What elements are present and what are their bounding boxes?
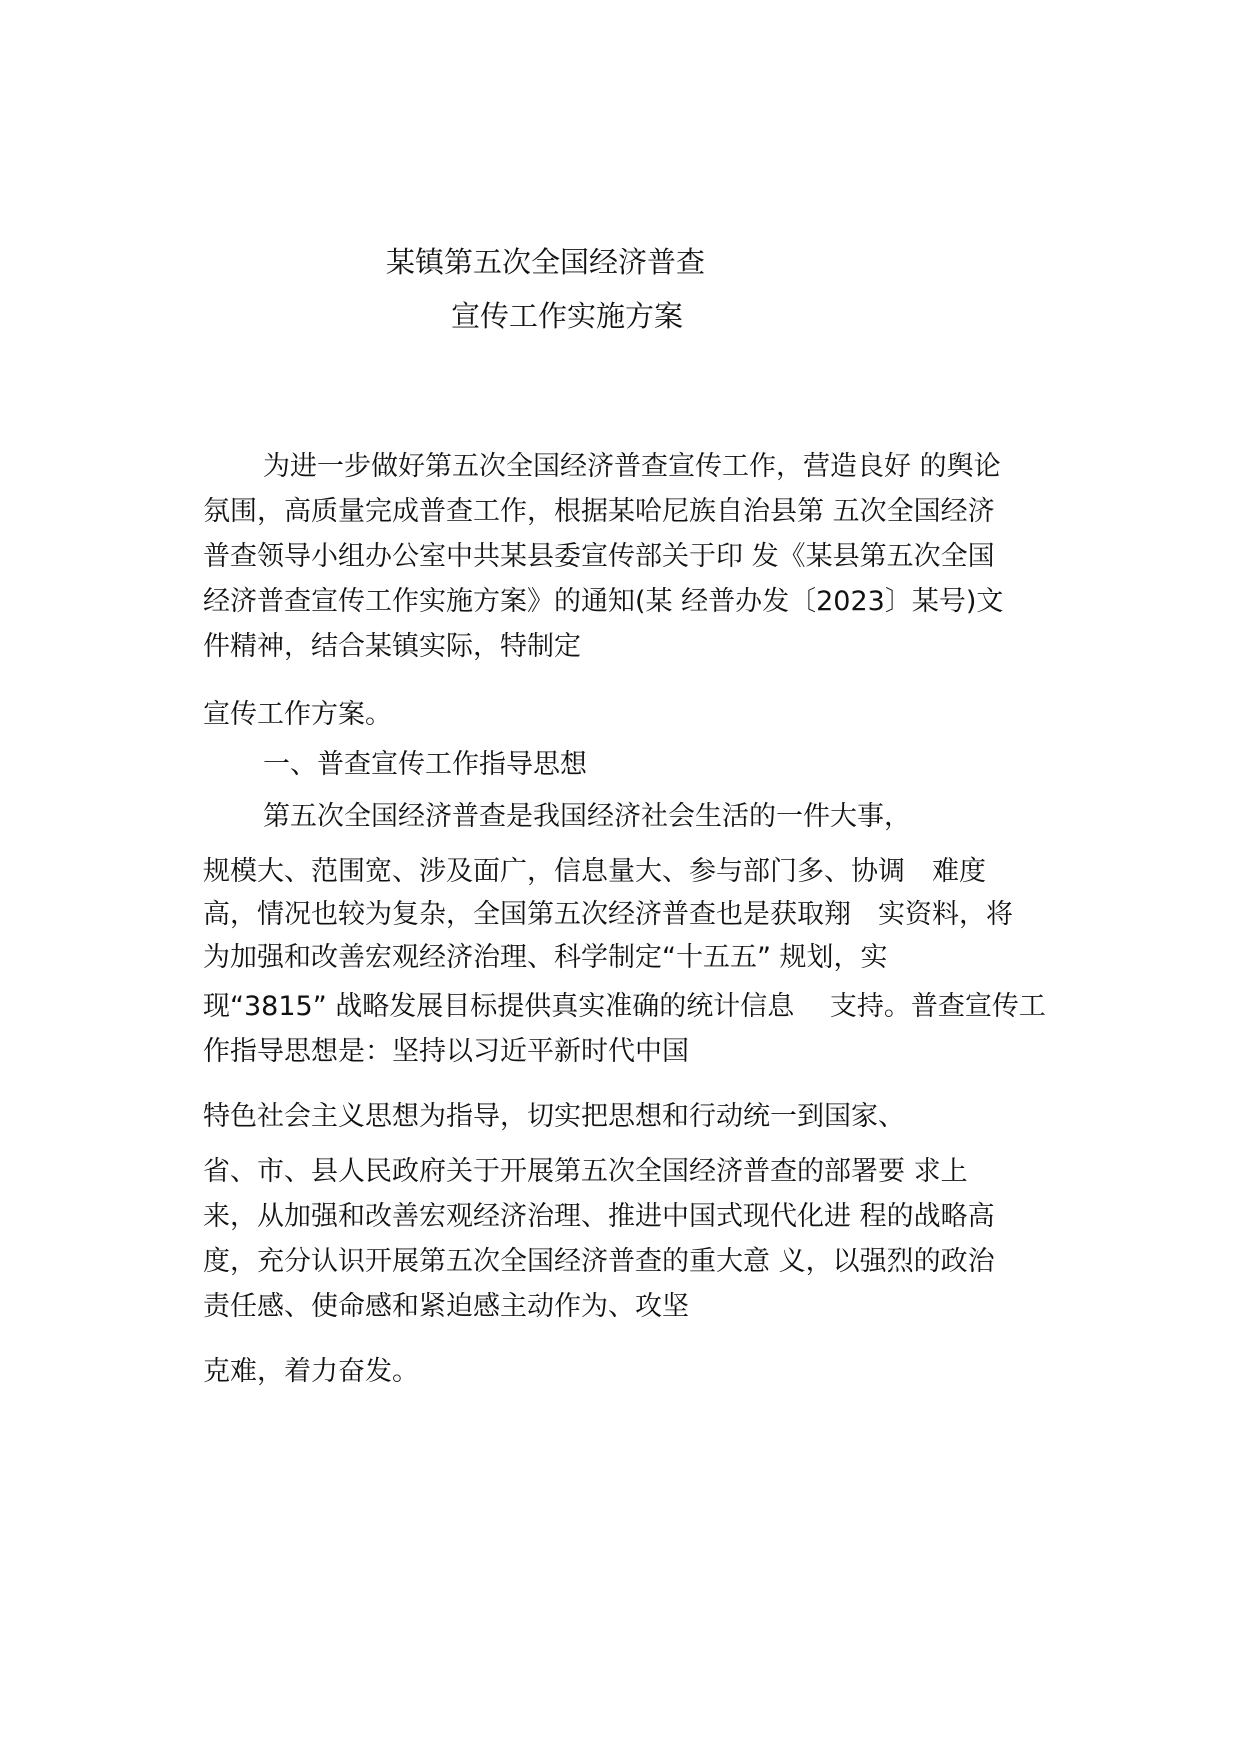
intro-paragraph-line: 经济普查宣传工作实施方案》的通知(某 经普办发〔2023〕某号)文 (203, 586, 1004, 617)
section-paragraph-line: 第五次全国经济普查是我国经济社会生活的一件大事， (263, 801, 911, 832)
section-paragraph-line: 克难，着力奋发。 (203, 1356, 419, 1387)
document-title-line-1: 某镇第五次全国经济普查 (386, 245, 706, 279)
intro-paragraph-line: 为进一步做好第五次全国经济普查宣传工作，营造良好 的舆论 (263, 451, 1001, 482)
section-paragraph-line: 为加强和改善宏观经济治理、科学制定“十五五” 规划，实 (203, 942, 888, 973)
section-paragraph-line: 责任感、使命感和紧迫感主动作为、攻坚 (203, 1291, 689, 1322)
section-paragraph-line: 规模大、范围宽、涉及面广，信息量大、参与部门多、协调 难度 (203, 856, 986, 887)
intro-paragraph-line: 宣传工作方案。 (203, 699, 392, 730)
section-paragraph-line: 省、市、县人民政府关于开展第五次全国经济普查的部署要 求上 (203, 1156, 968, 1187)
section-paragraph-line: 来，从加强和改善宏观经济治理、推进中国式现代化进 程的战略高 (203, 1201, 995, 1232)
section-paragraph-line: 高，情况也较为复杂，全国第五次经济普查也是获取翔 实资料，将 (203, 899, 1013, 930)
section-paragraph-line: 现“3815” 战略发展目标提供真实准确的统计信息 支持。普查宣传工 (203, 991, 1046, 1022)
intro-paragraph-line: 件精神，结合某镇实际，特制定 (203, 631, 581, 662)
section-heading: 一、普查宣传工作指导思想 (263, 749, 587, 780)
section-paragraph-line: 作指导思想是：坚持以习近平新时代中国 (203, 1036, 689, 1067)
intro-paragraph-line: 普查领导小组办公室中共某县委宣传部关于印 发《某县第五次全国 (203, 541, 995, 572)
section-paragraph-line: 度，充分认识开展第五次全国经济普查的重大意 义，以强烈的政治 (203, 1246, 995, 1277)
section-paragraph-line: 特色社会主义思想为指导，切实把思想和行动统一到国家、 (203, 1101, 905, 1132)
intro-paragraph-line: 氛围，高质量完成普查工作，根据某哈尼族自治县第 五次全国经济 (203, 496, 995, 527)
document-title-line-2: 宣传工作实施方案 (451, 299, 684, 333)
